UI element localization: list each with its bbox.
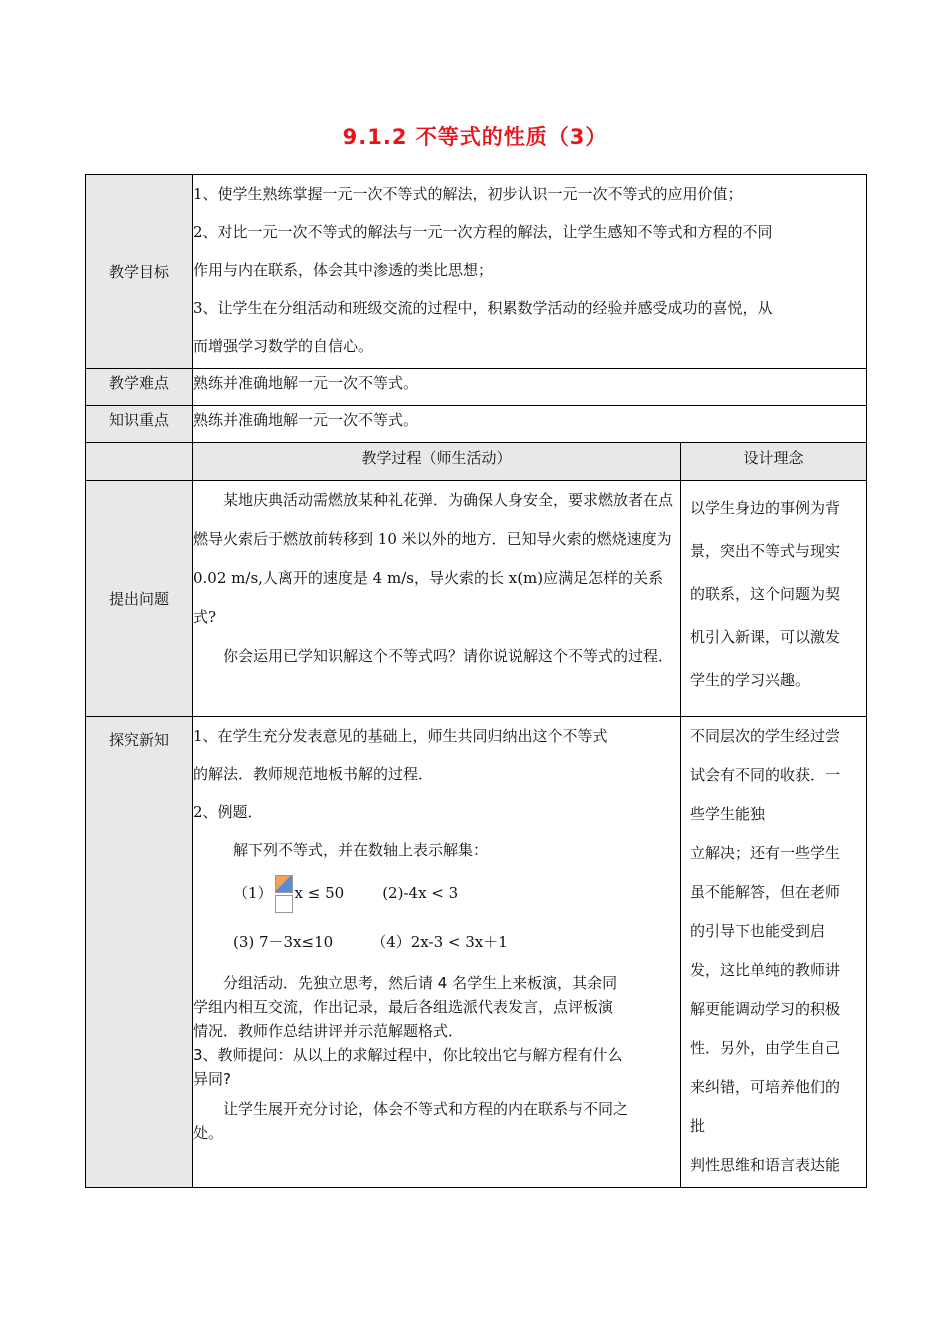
group-line: 学组内相互交流，作出记录，最后各组选派代表发言，点评板演 <box>193 998 614 1016</box>
design-line: 虽不能解答，但在老师 <box>690 883 841 901</box>
design-line: 立解决；还有一些学生 <box>690 844 841 862</box>
design-line: 不同层次的学生经过尝 <box>690 727 841 745</box>
group-activity <box>193 971 680 1145</box>
fraction-image-icon <box>275 875 293 913</box>
design-line: 的引导下也能受到启 <box>690 922 826 940</box>
header-blank <box>86 443 193 481</box>
design-line: 机引入新课，可以激发 <box>690 628 841 646</box>
objective-line: 1、使学生熟练掌握一元一次不等式的解法，初步认识一元一次不等式的应用价值； <box>193 185 743 203</box>
design-line: 发，这比单纯的教师讲 <box>690 961 841 979</box>
design-line: 来纠错，可培养他们的 <box>690 1078 841 1096</box>
discussion-line: 让学生展开充分讨论，体会不等式和方程的内在联系与不同之 <box>223 1100 629 1118</box>
example-row-2 <box>193 917 680 967</box>
design-line: 性．另外，由学生自己 <box>690 1039 841 1057</box>
objective-line: 2、对比一元一次不等式的解法与一元一次方程的解法，让学生感知不等式和方程的不同 <box>193 223 773 241</box>
process-header: 教学过程（师生活动） <box>193 443 681 481</box>
group-line: 情况．教师作总结讲评并示范解题格式． <box>193 1022 464 1040</box>
explore-label: 探究新知 <box>86 717 193 1188</box>
design-line: 学生的学习兴趣。 <box>690 671 811 689</box>
explore-line: 解下列不等式，并在数轴上表示解集： <box>233 841 489 859</box>
example-3: (3) 7－3x≤10 <box>233 933 334 951</box>
objective-line: 作用与内在联系，体会其中渗透的类比思想； <box>193 261 494 279</box>
key-point-label: 知识重点 <box>86 406 193 443</box>
problem-paragraph: 某地庆典活动需燃放某种礼花弹．为确保人身安全，要求燃放者在点燃导火索后于燃放前转移到 10 米以外的地方．已知导火索的燃烧速度为 0.02 m/s,人离开的速度是 4 m/s，导火索的长 x(m)应满足怎样的关系式? <box>193 491 674 626</box>
design-line: 些学生能独 <box>690 805 766 823</box>
example-1: x ≤ 50 <box>294 884 345 902</box>
difficulty-text: 熟练并准确地解一元一次不等式。 <box>193 369 867 406</box>
design-line: 解更能调动学习的积极 <box>690 1000 841 1018</box>
key-point-text: 熟练并准确地解一元一次不等式。 <box>193 406 867 443</box>
objective-line: 而增强学习数学的自信心。 <box>193 337 374 355</box>
difficulty-label: 教学难点 <box>86 369 193 406</box>
raise-problem-design <box>681 481 867 717</box>
design-header: 设计理念 <box>681 443 867 481</box>
explore-design <box>681 717 867 1188</box>
explore-line: 的解法．教师规范地板书解的过程． <box>193 765 434 783</box>
problem-question: 你会运用已学知识解这个不等式吗？请你说说解这个不等式的过程． <box>223 647 674 665</box>
example-2: (2)-4x < 3 <box>382 884 459 902</box>
design-line: 试会有不同的收获．一 <box>690 766 841 784</box>
page-title: 9.1.2 不等式的性质（3） <box>342 125 608 149</box>
objectives-label: 教学目标 <box>86 175 193 369</box>
example-4: （4）2x-3 < 3x＋1 <box>371 933 508 951</box>
objectives-content <box>193 175 867 369</box>
design-line: 的联系，这个问题为契 <box>690 585 841 603</box>
design-line: 判性思维和语言表达能 <box>690 1156 841 1174</box>
raise-problem-label: 提出问题 <box>86 481 193 717</box>
objective-line: 3、让学生在分组活动和班级交流的过程中，积累数学活动的经验并感受成功的喜悦，从 <box>193 299 773 317</box>
group-line: 分组活动．先独立思考，然后请 4 名学生上来板演，其余同 <box>223 974 618 992</box>
design-line: 景，突出不等式与现实 <box>690 542 841 560</box>
discussion-line: 处。 <box>193 1124 224 1142</box>
raise-problem-content <box>193 481 681 717</box>
example-1-number: （1） <box>233 884 273 902</box>
design-line: 以学生身边的事例为背 <box>690 499 841 517</box>
design-line: 批 <box>690 1117 706 1135</box>
teacher-question-line: 异同? <box>193 1070 231 1088</box>
teacher-question-line: 3、教师提问：从以上的求解过程中，你比较出它与解方程有什么 <box>193 1046 623 1064</box>
explore-line: 2、例题． <box>193 803 263 821</box>
example-row-1 <box>193 869 680 917</box>
explore-content <box>193 717 681 1188</box>
explore-line: 1、在学生充分发表意见的基础上，师生共同归纳出这个不等式 <box>193 727 608 745</box>
lesson-plan-table <box>85 174 867 1188</box>
